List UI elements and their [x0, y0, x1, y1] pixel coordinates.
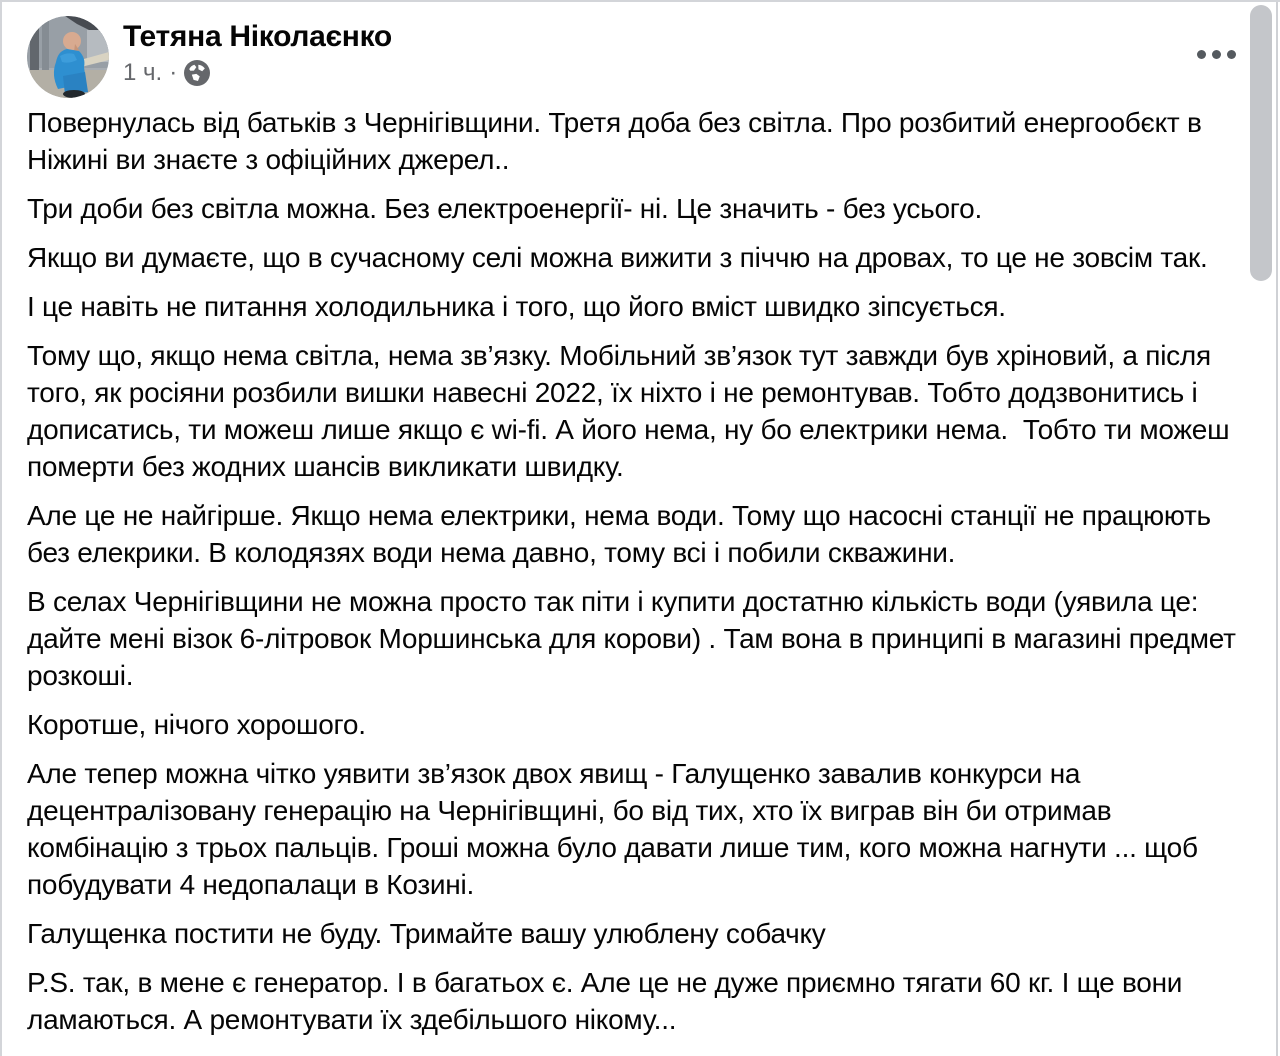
privacy-globe-icon: [184, 60, 210, 86]
post-paragraph: Тому що, якщо нема світла, нема зв’язку. Мобільний зв’язок тут завжди був хріновий, а після того, як росіяни розбили вишки навесні 2022, їх ніхто і не ремонтував. Тобто додзвонитись і дописатись, ти можеш лише якщо є wi-fi. А його нема, ну бо електрики нема. Тобто ти можеш померти без жодних шансів викликати швидку.: [27, 340, 1237, 482]
post-paragraph: Але тепер можна чітко уявити зв’язок двох явищ - Галущенко завалив конкурси на децентралізовану генерацію на Чернігівщині, бо від тих, хто їх виграв він би отримав комбінацію з трьох пальців. Гроші можна було давати лише тим, кого можна нагнути ... щоб побудувати 4 недопалаци в Козині.: [27, 758, 1206, 900]
post-paragraph: Коротше, нічого хорошого.: [27, 709, 366, 740]
post-paragraph: P.S. так, в мене є генератор. І в багатьох є. Але це не дуже приємно тягати 60 кг. І ще вони ламаються. А ремонтувати їх здебільшого нікому...: [27, 967, 1190, 1035]
more-options-icon: [1227, 50, 1236, 59]
post-meta: [123, 60, 392, 86]
post-paragraph: Але це не найгірше. Якщо нема електрики, нема води. Тому що насосні станції не працюють без елекрики. В колодязях води нема давно, тому всі і побили скважини.: [27, 500, 1219, 568]
header-text: [123, 16, 392, 86]
post-paragraph: І це навіть не питання холодильника і того, що його вміст швидко зіпсується.: [27, 291, 1006, 322]
more-options-icon: [1212, 50, 1221, 59]
post-paragraph: Повернулась від батьків з Чернігівщини. Третя доба без світла. Про розбитий енергообєкт в Ніжині ви знаєте з офіційних джерел..: [27, 107, 1210, 175]
post-paragraph: Галущенка постити не буду. Тримайте вашу улюблену собачку: [27, 918, 826, 949]
author-name[interactable]: Тетяна Ніколаєнко: [123, 20, 392, 53]
scrollbar[interactable]: [1246, 2, 1280, 1056]
post-paragraph: Якщо ви думаєте, що в сучасному селі можна вижити з піччю на дровах, то це не зовсім так.: [27, 242, 1208, 273]
post-paragraph: В селах Чернігівщини не можна просто так піти і купити достатню кількість води (уявила це: дайте мені візок 6-літровок Моршинська для корови) . Там вона в принципі в магазині предмет розкоші.: [27, 586, 1244, 691]
timestamp[interactable]: 1 ч.: [123, 58, 163, 86]
scrollbar-thumb[interactable]: [1250, 5, 1272, 281]
post-header: [2, 2, 1280, 98]
post-paragraph: Три доби без світла можна. Без електроенергії- ні. Це значить - без усього.: [27, 193, 982, 224]
more-options-button[interactable]: [1191, 40, 1242, 69]
meta-separator: ·: [169, 58, 178, 86]
post-content: [2, 98, 1280, 1038]
more-options-icon: [1197, 50, 1206, 59]
avatar[interactable]: [27, 16, 109, 98]
avatar-photo: [27, 16, 109, 98]
